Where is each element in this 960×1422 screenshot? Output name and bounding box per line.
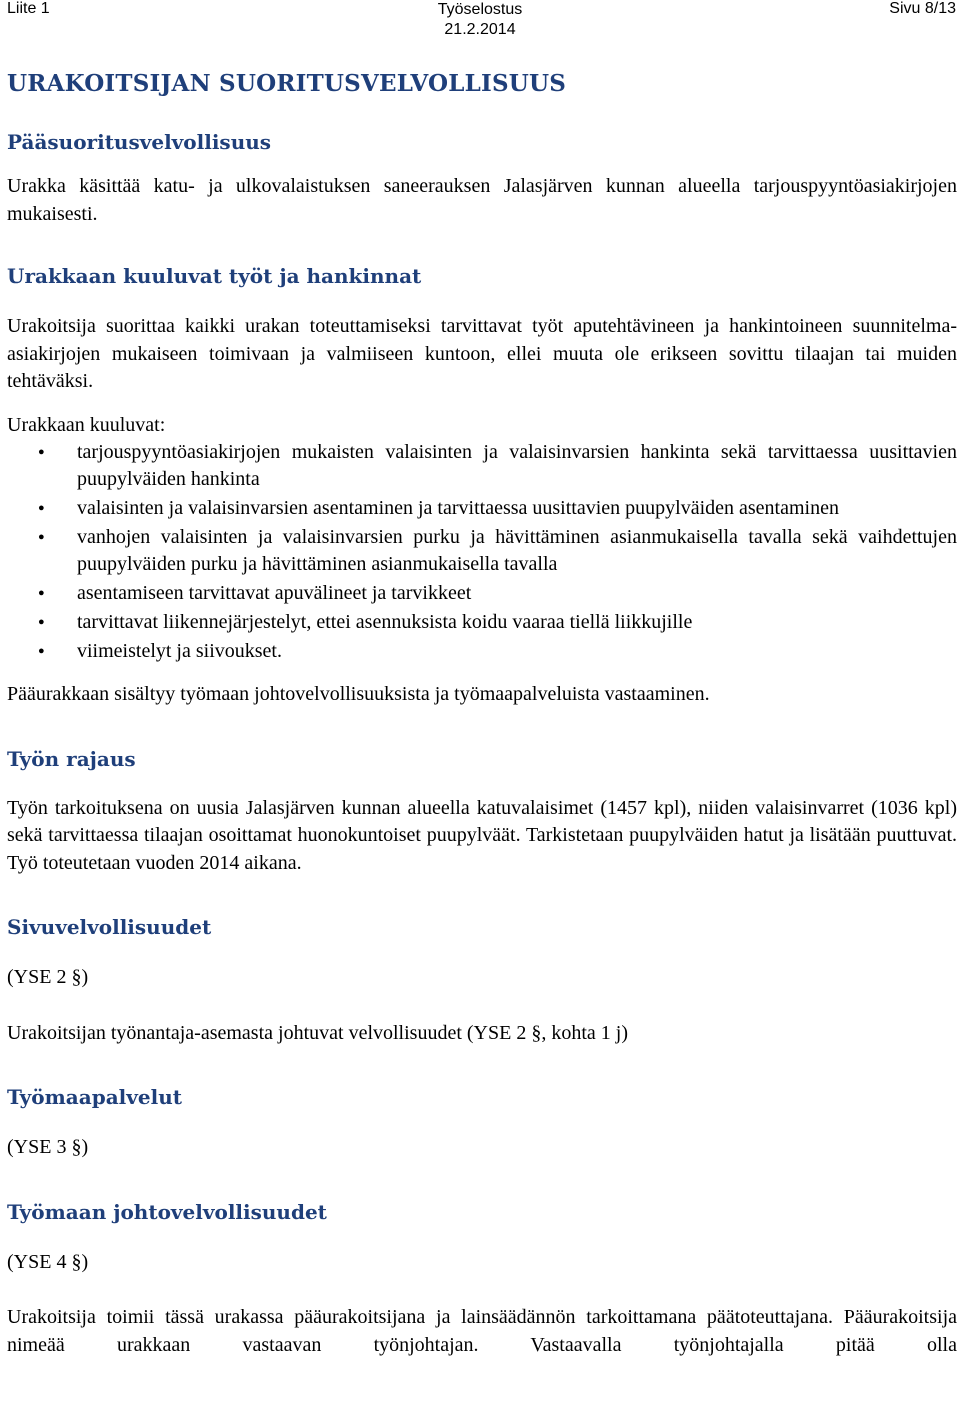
header-date: 21.2.2014 [444, 21, 516, 38]
list-item: ● asentamiseen tarvittavat apuvälineet ja tarvikkeet [7, 580, 957, 607]
page-title: URAKOITSIJAN SUORITUSVELVOLLISUUS [7, 70, 567, 97]
included-works-list [7, 439, 957, 665]
header-attachment: Liite 1 [7, 0, 50, 17]
list-item: ● tarvittavat liikennejärjestelyt, ettei asennuksista koidu vaaraa tiellä liikkujille [7, 609, 957, 636]
yse-reference: (YSE 3 §) [7, 1136, 89, 1158]
section-heading-scope: Työn rajaus [7, 746, 136, 771]
section-text-included-works: Urakoitsija suorittaa kaikki urakan toteuttamiseksi tarvittavat työt aputehtävineen ja hankintoineen suunnitelma-asiakirjojen mukaiseen toimivaan ja valmiiseen kuntoon, ellei muuta ole erikseen sovittu tilaajan tai muiden tehtäväksi. [7, 315, 957, 392]
section-text-main-obligation: Urakka käsittää katu- ja ulkovalaistuksen saneerauksen Jalasjärven kunnan alueella tarjouspyyntöasiakirjojen mukaisesti. [7, 175, 957, 225]
header-center [0, 0, 960, 40]
list-item: ● viimeistelyt ja siivoukset. [7, 638, 957, 665]
section-heading-included-works: Urakkaan kuuluvat työt ja hankinnat [7, 264, 422, 288]
list-item: ● valaisinten ja valaisinvarsien asentaminen ja tarvittaessa uusittavien puupylväiden asentaminen [7, 495, 957, 522]
yse-reference: (YSE 4 §) [7, 1250, 89, 1273]
page-header [0, 0, 960, 40]
section-text-scope: Työn tarkoituksena on uusia Jalasjärven kunnan alueella katuvalaisimet (1457 kpl), niiden valaisinvarret (1036 kpl) sekä tarvittaessa tilaajan osoittamat huonokuntoiset puupylväät. Tarkistetaan puupylväiden hatut ja lisätään puuttuvat. Työ toteutetaan vuoden 2014 aikana. [7, 796, 957, 874]
header-page-number: Sivu 8/13 [889, 0, 956, 17]
list-item: ● vanhojen valaisinten ja valaisinvarsien purku ja hävittäminen asianmukaisella tavalla sekä vaihdettujen puupylväiden purku ja hävittäminen asianmukaisella tavalla [7, 524, 957, 578]
section-text-side-obligations: Urakoitsijan työnantaja-asemasta johtuvat velvollisuudet (YSE 2 §, kohta 1 j) [7, 1021, 628, 1044]
section-heading-site-services: Työmaapalvelut [7, 1085, 182, 1109]
header-title: Työselostus [437, 1, 523, 18]
closing-text: Pääurakkaan sisältyy työmaan johtovelvollisuuksista ja työmaapalveluista vastaaminen. [7, 683, 710, 705]
section-heading-site-management: Työmaan johtovelvollisuudet [7, 1199, 327, 1224]
yse-reference: (YSE 2 §) [7, 966, 89, 988]
document-body [7, 62, 957, 1359]
section-heading-main-obligation: Pääsuoritusvelvollisuus [7, 130, 272, 154]
section-heading-side-obligations: Sivuvelvollisuudet [7, 915, 212, 939]
list-item: ● tarjouspyyntöasiakirjojen mukaisten valaisinten ja valaisinvarsien hankinta sekä tarvittaessa uusittavien puupylväiden hankinta [7, 439, 957, 493]
section-text-site-management: Urakoitsija toimii tässä urakassa pääurakoitsijana ja lainsäädännön tarkoittamana päätoteuttajana. Pääurakoitsija nimeää urakkaan vastaavan työnjohtajan. Vastaavalla työnjohtajalla pitää olla [7, 1306, 957, 1356]
list-intro: Urakkaan kuuluvat: [7, 413, 166, 436]
